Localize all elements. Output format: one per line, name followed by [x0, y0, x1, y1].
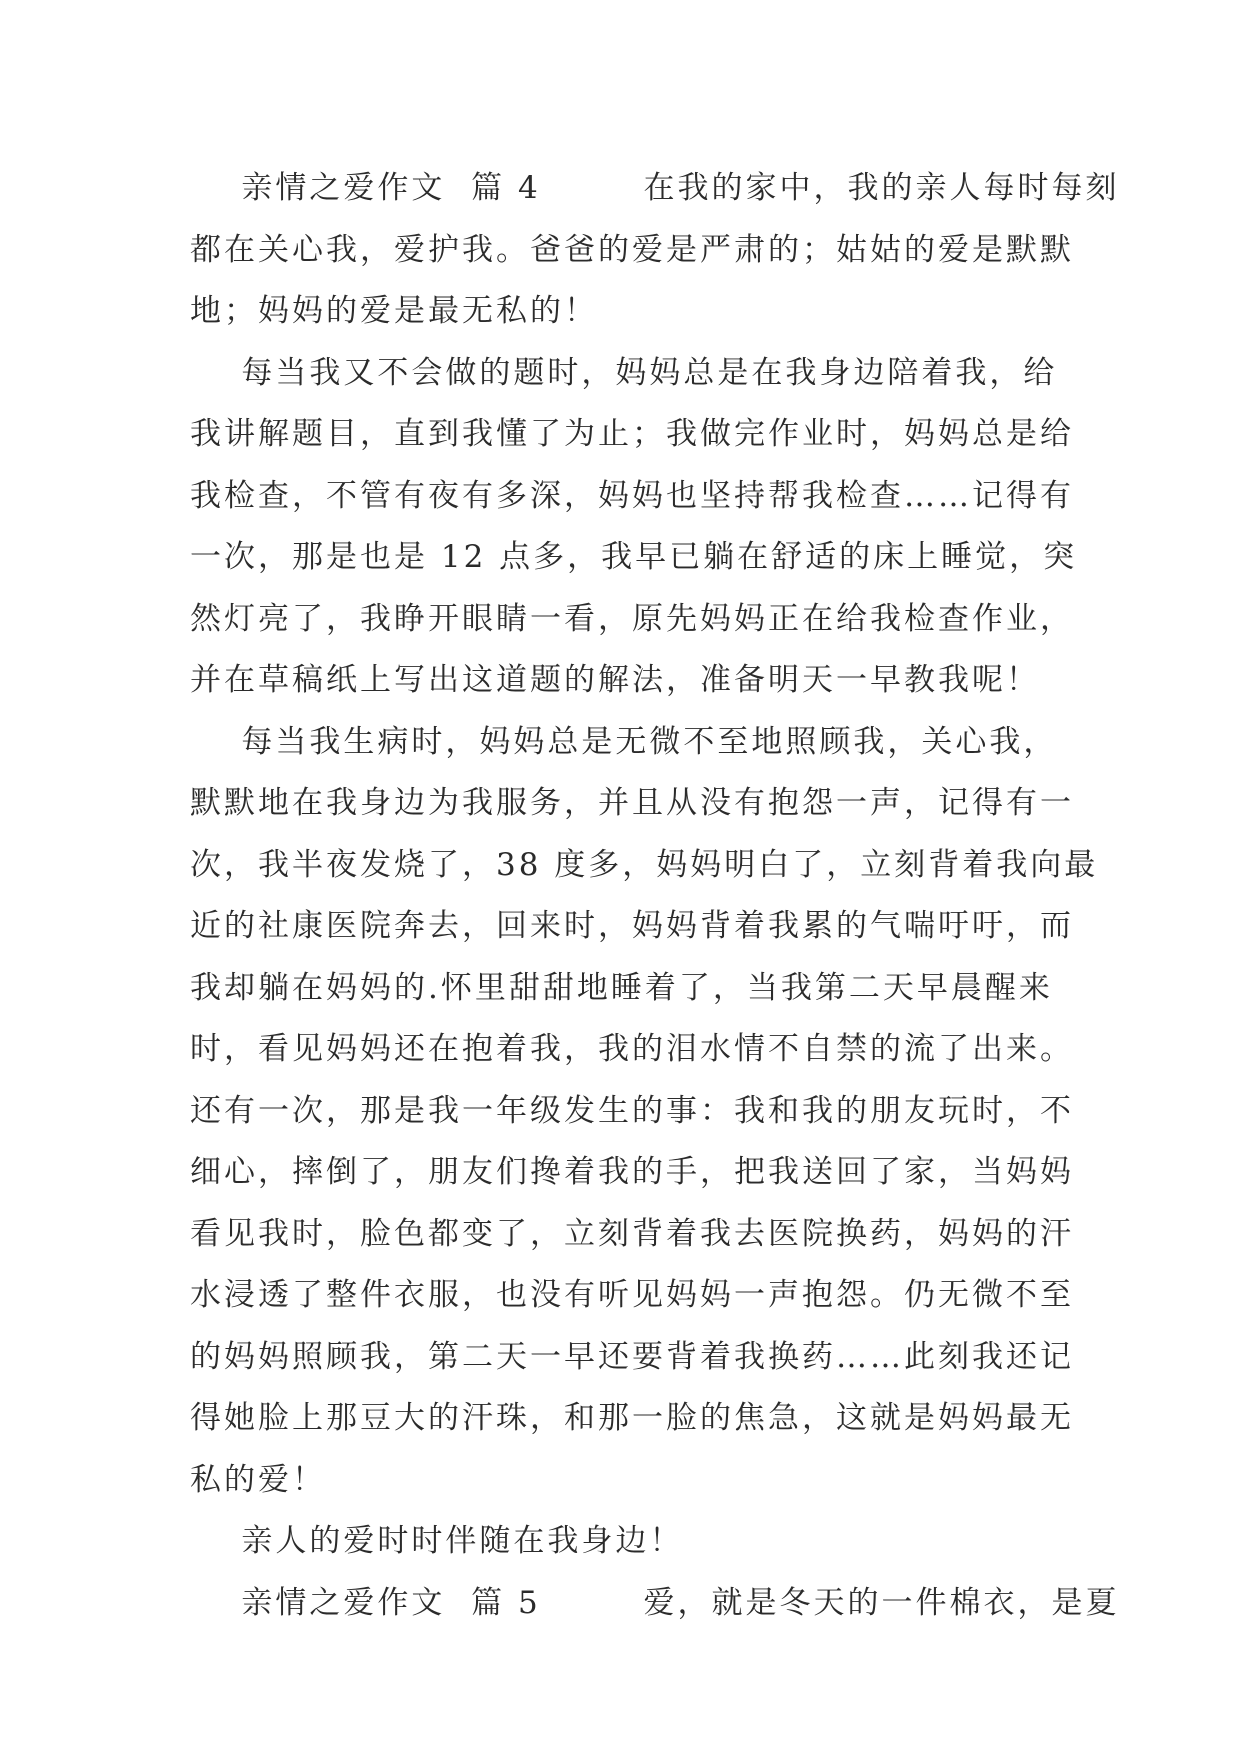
text-line: 每当我又不会做的题时，妈妈总是在我身边陪着我，给 [190, 354, 1058, 391]
text-line: 然灯亮了，我睁开眼睛一看，原先妈妈正在给我检查作业， [190, 600, 1074, 637]
text-line: 细心，摔倒了，朋友们搀着我的手，把我送回了家，当妈妈 [190, 1154, 1074, 1190]
text-line: 每当我生病时，妈妈总是无微不至地照顾我，关心我， [190, 723, 1058, 760]
text-line: 一次，那是也是 12 点多，我早已躺在舒适的床上睡觉，突 [190, 539, 1078, 575]
text-line: 我讲解题目，直到我懂了为止；我做完作业时，妈妈总是给 [190, 416, 1074, 452]
text-line: 地；妈妈的爱是最无私的！ [190, 293, 598, 329]
text-line: 默默地在我身边为我服务，并且从没有抱怨一声，记得有一 [190, 785, 1074, 821]
text-line: 并在草稿纸上写出这道题的解法，准备明天一早教我呢！ [190, 662, 1040, 698]
text-line: 看见我时，脸色都变了，立刻背着我去医院换药，妈妈的汗 [190, 1215, 1074, 1252]
text-line: 私的爱！ [190, 1461, 326, 1498]
text-line: 亲人的爱时时伴随在我身边！ [190, 1523, 684, 1559]
text-line: 时，看见妈妈还在抱着我，我的泪水情不自禁的流了出来。 [190, 1031, 1074, 1067]
text-line: 还有一次，那是我一年级发生的事：我和我的朋友玩时，不 [190, 1092, 1074, 1129]
text-line: 我检查，不管有夜有多深，妈妈也坚持帮我检查……记得有 [190, 477, 1074, 514]
text-line: 我却躺在妈妈的.怀里甜甜地睡着了，当我第二天早晨醒来 [190, 969, 1053, 1006]
text-line: 水浸透了整件衣服，也没有听见妈妈一声抱怨。仍无微不至 [190, 1277, 1074, 1313]
essay-text [190, 158, 1120, 1634]
text-line: 的妈妈照顾我，第二天一早还要背着我换药……此刻我还记 [190, 1338, 1074, 1375]
text-line: 亲情之爱作文 篇 5 爱，就是冬天的一件棉衣，是夏 [190, 1584, 1120, 1621]
text-line: 都在关心我，爱护我。爸爸的爱是严肃的；姑姑的爱是默默 [190, 231, 1074, 268]
text-line: 得她脸上那豆大的汗珠，和那一脸的焦急，这就是妈妈最无 [190, 1400, 1074, 1436]
text-line: 次，我半夜发烧了，38 度多，妈妈明白了，立刻背着我向最 [190, 846, 1099, 883]
text-line: 近的社康医院奔去，回来时，妈妈背着我累的气喘吁吁，而 [190, 908, 1074, 944]
text-line: 亲情之爱作文 篇 4 在我的家中，我的亲人每时每刻 [190, 170, 1120, 206]
